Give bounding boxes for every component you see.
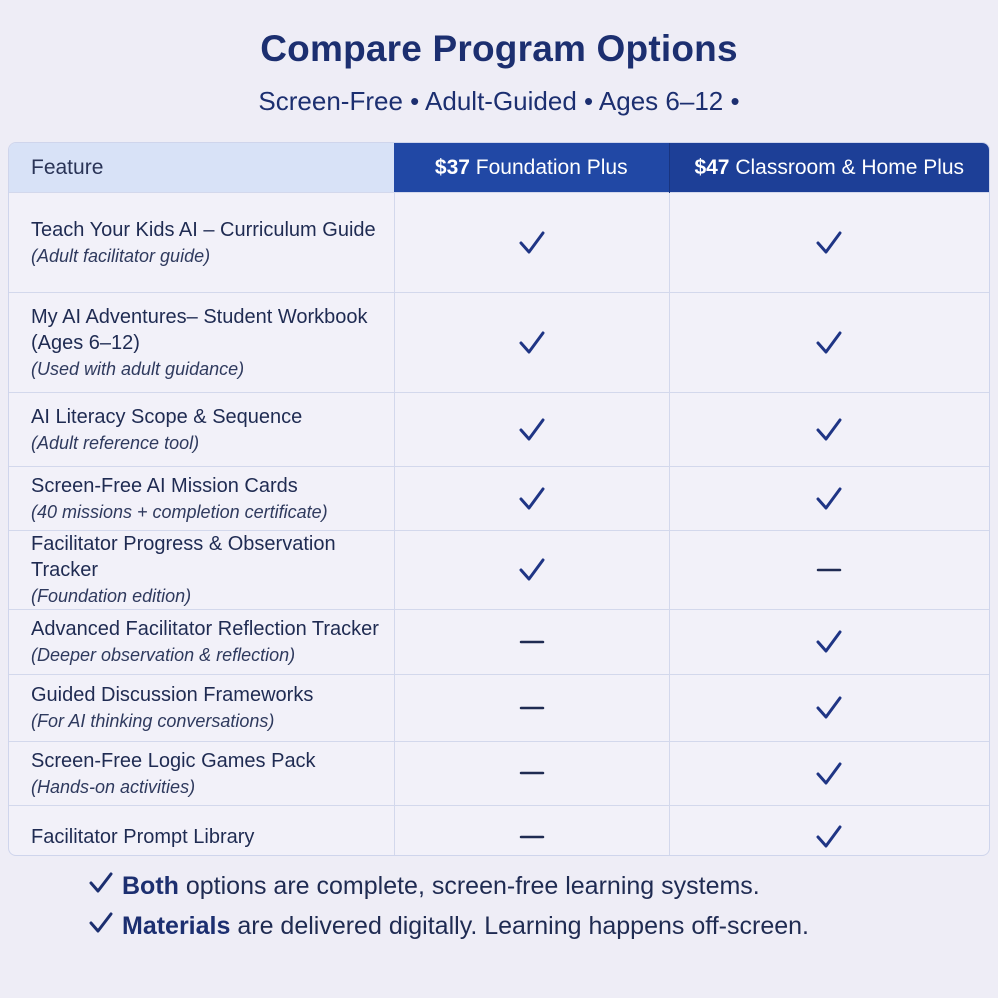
plan-header-classroom-home-plus	[669, 143, 989, 193]
footer-note	[88, 866, 809, 906]
table-row	[9, 675, 989, 742]
footer-notes	[88, 866, 809, 946]
classroom-home-plus-cell	[669, 742, 989, 806]
table-row	[9, 531, 989, 610]
classroom-home-plus-cell	[669, 393, 989, 467]
feature-cell	[9, 675, 394, 742]
feature-note: (Foundation edition)	[31, 586, 192, 606]
check-icon	[814, 699, 844, 716]
check-icon	[814, 421, 844, 438]
plan-price: $47	[694, 155, 730, 179]
feature-note: (Used with adult guidance)	[31, 358, 245, 379]
table-row	[9, 742, 989, 806]
check-icon	[814, 633, 844, 650]
feature-name: Screen-Free Logic Games Pack	[31, 749, 316, 772]
feature-name: Guided Discussion Frameworks	[31, 684, 314, 706]
foundation-plus-cell	[394, 531, 669, 610]
foundation-plus-cell	[394, 293, 669, 393]
classroom-home-plus-cell	[669, 806, 989, 857]
page-title: Compare Program Options	[260, 28, 738, 69]
feature-note: (Deeper observation & reflection)	[31, 645, 296, 665]
classroom-home-plus-cell	[669, 610, 989, 675]
feature-name: My AI Adventures– Student Workbook (Ages 6–12)	[31, 305, 368, 354]
feature-cell	[9, 193, 394, 293]
feature-cell	[9, 742, 394, 806]
table-header-row	[9, 143, 989, 193]
comparison-table	[8, 142, 990, 856]
page-subtitle: Screen-Free • Adult-Guided • Ages 6–12 •	[258, 86, 740, 116]
feature-note: (Adult reference tool)	[31, 432, 200, 453]
table-row	[9, 393, 989, 467]
foundation-plus-cell	[394, 193, 669, 293]
foundation-plus-cell	[394, 610, 669, 675]
foundation-plus-cell	[394, 806, 669, 857]
footer-note	[88, 906, 809, 946]
classroom-home-plus-cell	[669, 193, 989, 293]
check-icon	[814, 234, 844, 251]
feature-cell	[9, 467, 394, 531]
table-row	[9, 467, 989, 531]
foundation-plus-cell	[394, 675, 669, 742]
check-icon	[517, 490, 547, 507]
check-icon	[814, 828, 844, 845]
plan-price: $37	[434, 155, 470, 179]
feature-cell	[9, 610, 394, 675]
check-icon	[88, 907, 114, 947]
feature-cell	[9, 293, 394, 393]
check-icon	[517, 421, 547, 438]
check-icon	[517, 234, 547, 251]
feature-cell	[9, 393, 394, 467]
feature-note: (Adult facilitator guide)	[31, 245, 211, 266]
feature-name: Facilitator Prompt Library	[31, 825, 255, 848]
dash-icon	[519, 699, 545, 716]
foundation-plus-cell	[394, 467, 669, 531]
feature-name: AI Literacy Scope & Sequence	[31, 405, 303, 428]
dash-icon	[519, 765, 545, 782]
check-icon	[814, 334, 844, 351]
check-icon	[88, 867, 114, 907]
footer-note-text: are delivered digitally. Learning happens off-screen.	[230, 912, 809, 940]
footer-note-bold: Materials	[122, 912, 231, 940]
plan-name: Foundation Plus	[475, 155, 628, 179]
dash-icon	[816, 561, 842, 578]
plan-header-foundation-plus	[394, 143, 669, 193]
table-row	[9, 610, 989, 675]
check-icon	[517, 561, 547, 578]
foundation-plus-cell	[394, 742, 669, 806]
table-row	[9, 293, 989, 393]
feature-name: Screen-Free AI Mission Cards	[31, 474, 298, 497]
feature-note: (For AI thinking conversations)	[31, 711, 275, 731]
feature-cell	[9, 806, 394, 857]
feature-name: Facilitator Progress & Observation Tracker	[31, 533, 336, 581]
classroom-home-plus-cell	[669, 531, 989, 610]
plan-name: Classroom & Home Plus	[735, 155, 965, 179]
foundation-plus-cell	[394, 393, 669, 467]
check-icon	[814, 490, 844, 507]
classroom-home-plus-cell	[669, 293, 989, 393]
footer-note-bold: Both	[122, 872, 179, 900]
dash-icon	[519, 828, 545, 845]
feature-column-header: Feature	[9, 143, 394, 193]
table-row	[9, 806, 989, 857]
feature-note: (40 missions + completion certificate)	[31, 501, 328, 522]
dash-icon	[519, 633, 545, 650]
feature-cell	[9, 531, 394, 610]
footer-note-text: options are complete, screen-free learning systems.	[178, 872, 760, 900]
feature-note: (Hands-on activities)	[31, 776, 196, 797]
classroom-home-plus-cell	[669, 467, 989, 531]
check-icon	[814, 765, 844, 782]
classroom-home-plus-cell	[669, 675, 989, 742]
feature-name: Advanced Facilitator Reflection Tracker	[31, 618, 379, 640]
feature-name: Teach Your Kids AI – Curriculum Guide	[31, 218, 376, 241]
table-row	[9, 193, 989, 293]
check-icon	[517, 334, 547, 351]
